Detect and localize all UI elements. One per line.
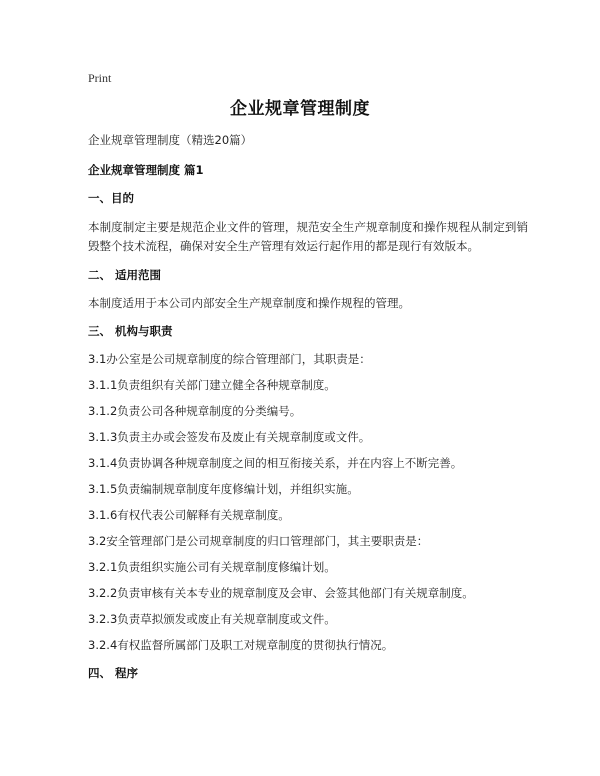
list-item: 3.1.3负责主办或会签发布及废止有关规章制度或文件。 xyxy=(88,430,371,444)
paragraph-purpose: 本制度制定主要是规范企业文件的管理，规范安全生产规章制度和操作规程从制定到销毁整个技术流程，确保对安全生产管理有效运行起作用的都是现行有效版本。 xyxy=(88,220,528,253)
list-item: 3.1.2负责公司各种规章制度的分类编号。 xyxy=(88,404,302,418)
list-item: 3.1办公室是公司规章制度的综合管理部门，其职责是： xyxy=(88,352,371,366)
list-item: 3.2安全管理部门是公司规章制度的归口管理部门，其主要职责是： xyxy=(88,534,429,548)
list-item: 3.1.4负责协调各种规章制度之间的相互衔接关系，并在内容上不断完善。 xyxy=(88,456,463,470)
heading-scope: 二、 适用范围 xyxy=(88,268,162,282)
list-item: 3.2.2负责审核有关本专业的规章制度及会审、会签其他部门有关规章制度。 xyxy=(88,586,474,600)
heading-procedure: 四、 程序 xyxy=(88,666,139,680)
list-item: 3.1.5负责编制规章制度年度修编计划，并组织实施。 xyxy=(88,482,359,496)
heading-organization: 三、 机构与职责 xyxy=(88,324,173,338)
list-item: 3.1.1负责组织有关部门建立健全各种规章制度。 xyxy=(88,378,336,392)
page-title: 企业规章管理制度 xyxy=(230,99,370,119)
subtitle: 企业规章管理制度（精选20篇） xyxy=(88,133,253,147)
list-item: 3.2.3负责草拟颁发或废止有关规章制度或文件。 xyxy=(88,612,336,626)
section-title: 企业规章管理制度 篇1 xyxy=(88,163,204,177)
document-body xyxy=(88,132,528,682)
paragraph-scope: 本制度适用于本公司内部安全生产规章制度和操作规程的管理。 xyxy=(88,296,410,310)
list-item: 3.2.4有权监督所属部门及职工对规章制度的贯彻执行情况。 xyxy=(88,638,394,652)
heading-purpose: 一、目的 xyxy=(88,191,134,205)
print-label: Print xyxy=(88,71,112,85)
list-item: 3.1.6有权代表公司解释有关规章制度。 xyxy=(88,508,290,522)
list-item: 3.2.1负责组织实施公司有关规章制度修编计划。 xyxy=(88,560,336,574)
